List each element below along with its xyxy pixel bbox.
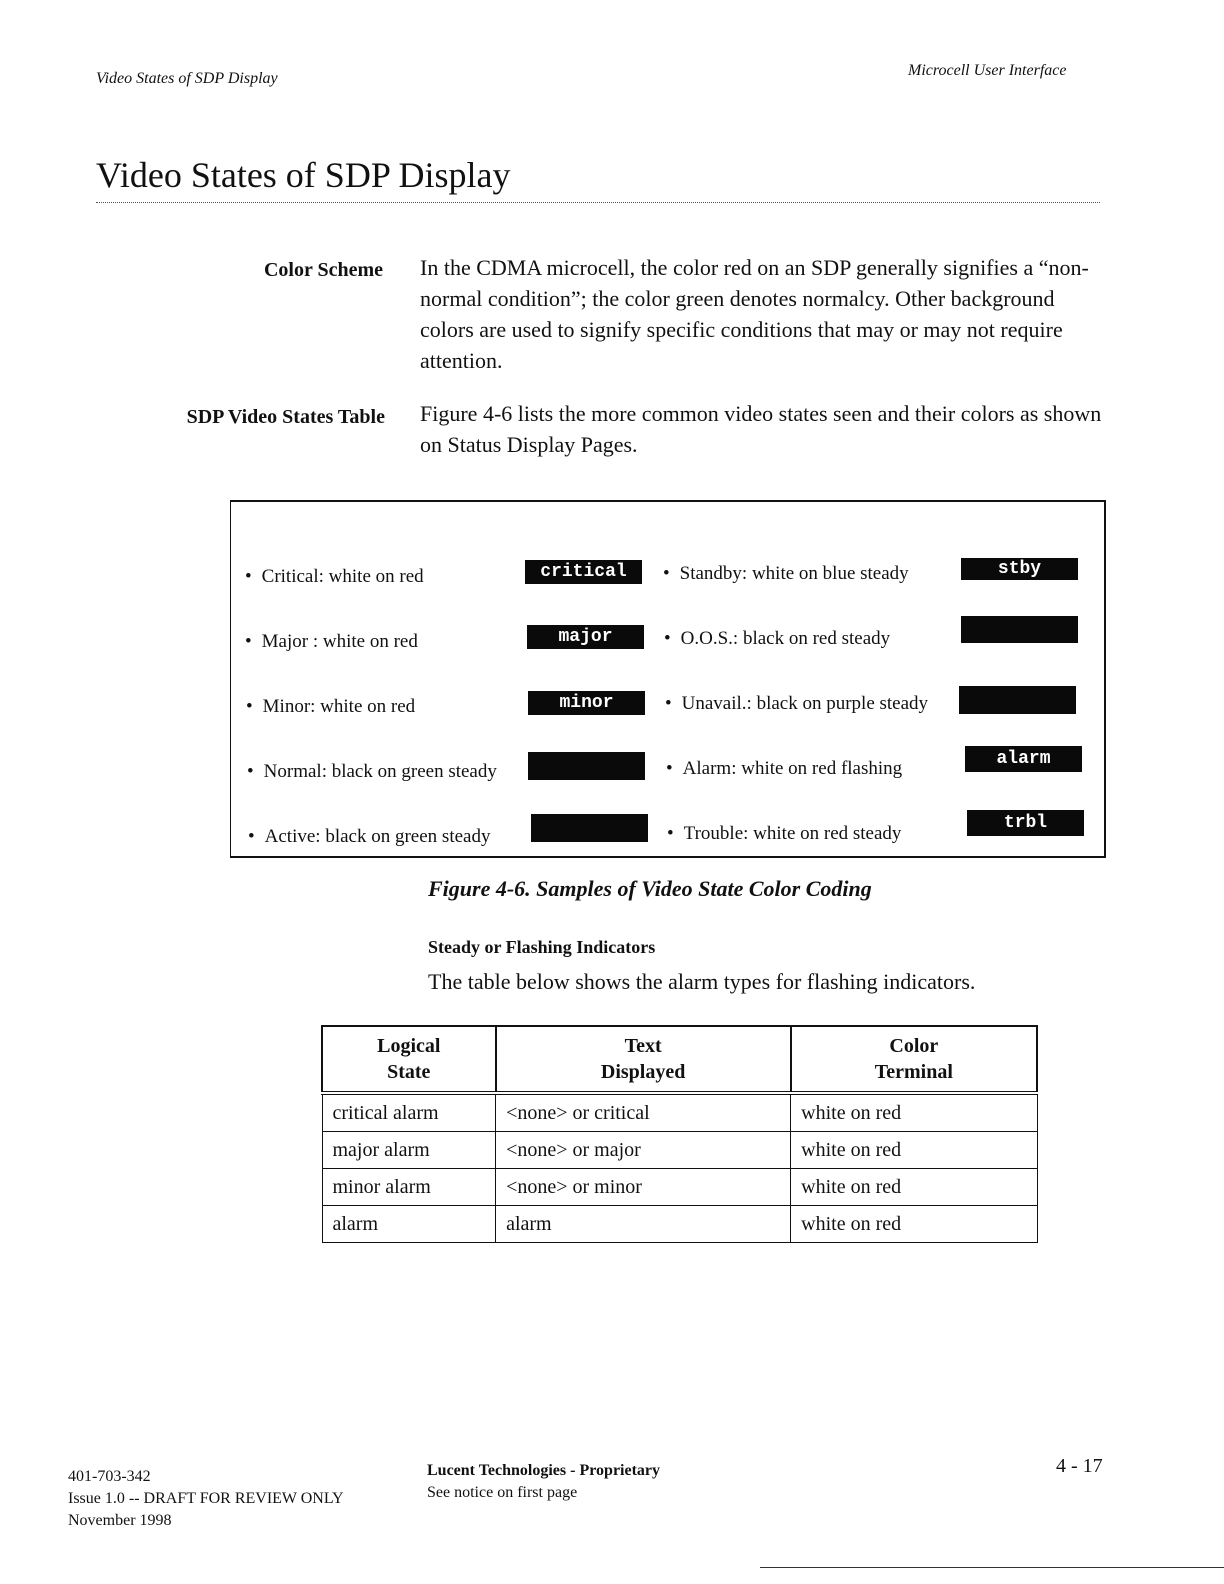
- video-state-swatch: stby: [961, 558, 1078, 580]
- bottom-divider: [760, 1567, 1224, 1568]
- alarm-types-table: [321, 1025, 1038, 1243]
- table-cell: major alarm: [322, 1132, 496, 1169]
- issue-date: November 1998: [68, 1512, 172, 1529]
- video-state-swatch: [959, 686, 1076, 714]
- video-state-item: • Active: black on green steady: [248, 826, 491, 847]
- page-title: Video States of SDP Display: [96, 155, 511, 195]
- issue-line: Issue 1.0 -- DRAFT FOR REVIEW ONLY: [68, 1490, 344, 1507]
- page-number: 4 - 17: [1056, 1455, 1103, 1477]
- video-state-swatch: alarm: [965, 746, 1082, 772]
- video-state-item: • Unavail.: black on purple steady: [665, 693, 929, 714]
- indicators-heading: Steady or Flashing Indicators: [428, 937, 656, 957]
- section-label-sdp-video-states: SDP Video States Table: [186, 406, 385, 428]
- video-state-swatch: critical: [525, 560, 642, 584]
- table-row: [322, 1169, 1037, 1206]
- video-states-figure: [230, 500, 1106, 858]
- table-cell: minor alarm: [322, 1169, 496, 1206]
- video-state-item: • Alarm: white on red flashing: [666, 758, 903, 779]
- title-divider: [96, 202, 1100, 203]
- section-text-color-scheme: In the CDMA microcell, the color red on an SDP generally signifies a “non-normal condition”; the color green denotes normalcy. Other background colors are used to signify specific conditions that may or may not require attention.: [420, 255, 1089, 373]
- video-state-item: • O.O.S.: black on red steady: [664, 628, 891, 649]
- table-cell: critical alarm: [322, 1093, 496, 1132]
- table-cell: alarm: [322, 1206, 496, 1243]
- video-state-swatch: [961, 616, 1078, 643]
- running-header-right: Microcell User Interface: [908, 62, 1067, 79]
- video-state-item: • Trouble: white on red steady: [667, 823, 902, 844]
- video-state-item: • Standby: white on blue steady: [663, 563, 909, 584]
- video-state-swatch: major: [527, 625, 644, 649]
- column-header-text-displayed: Text Displayed: [496, 1026, 791, 1093]
- video-state-item: • Major : white on red: [245, 631, 418, 652]
- table-cell: <none> or major: [496, 1132, 791, 1169]
- figure-caption: Figure 4-6. Samples of Video State Color Coding: [428, 876, 872, 901]
- section-label-color-scheme: Color Scheme: [263, 259, 383, 281]
- table-row: [322, 1093, 1037, 1132]
- video-state-swatch: [528, 752, 645, 780]
- video-state-swatch: [531, 814, 648, 842]
- table-cell: <none> or minor: [496, 1169, 791, 1206]
- video-state-swatch: trbl: [967, 810, 1084, 836]
- column-header-logical-state: Logical State: [322, 1026, 496, 1093]
- table-row: [322, 1206, 1037, 1243]
- footer-proprietary: [427, 1460, 660, 1504]
- table-cell: <none> or critical: [496, 1093, 791, 1132]
- video-state-item: • Minor: white on red: [246, 696, 416, 717]
- table-cell: white on red: [791, 1132, 1037, 1169]
- video-state-item: • Normal: black on green steady: [247, 761, 497, 782]
- video-state-swatch: minor: [528, 691, 645, 715]
- table-header-row: [322, 1026, 1037, 1093]
- table-cell: alarm: [496, 1206, 791, 1243]
- table-cell: white on red: [791, 1169, 1037, 1206]
- column-header-color-terminal: Color Terminal: [791, 1026, 1037, 1093]
- table-cell: white on red: [791, 1206, 1037, 1243]
- indicators-intro: The table below shows the alarm types for flashing indicators.: [428, 969, 976, 994]
- table-cell: white on red: [791, 1093, 1037, 1132]
- doc-number: 401-703-342: [68, 1468, 151, 1485]
- company-name: Lucent Technologies - Proprietary: [427, 1462, 661, 1479]
- running-header-left: Video States of SDP Display: [96, 70, 278, 87]
- video-state-item: • Critical: white on red: [245, 566, 424, 587]
- footer-document-info: [68, 1466, 344, 1532]
- section-text-sdp-video-states: Figure 4-6 lists the more common video states seen and their colors as shown on Status Display Pages.: [420, 401, 1102, 457]
- notice-text: See notice on first page: [427, 1484, 578, 1501]
- table-row: [322, 1132, 1037, 1169]
